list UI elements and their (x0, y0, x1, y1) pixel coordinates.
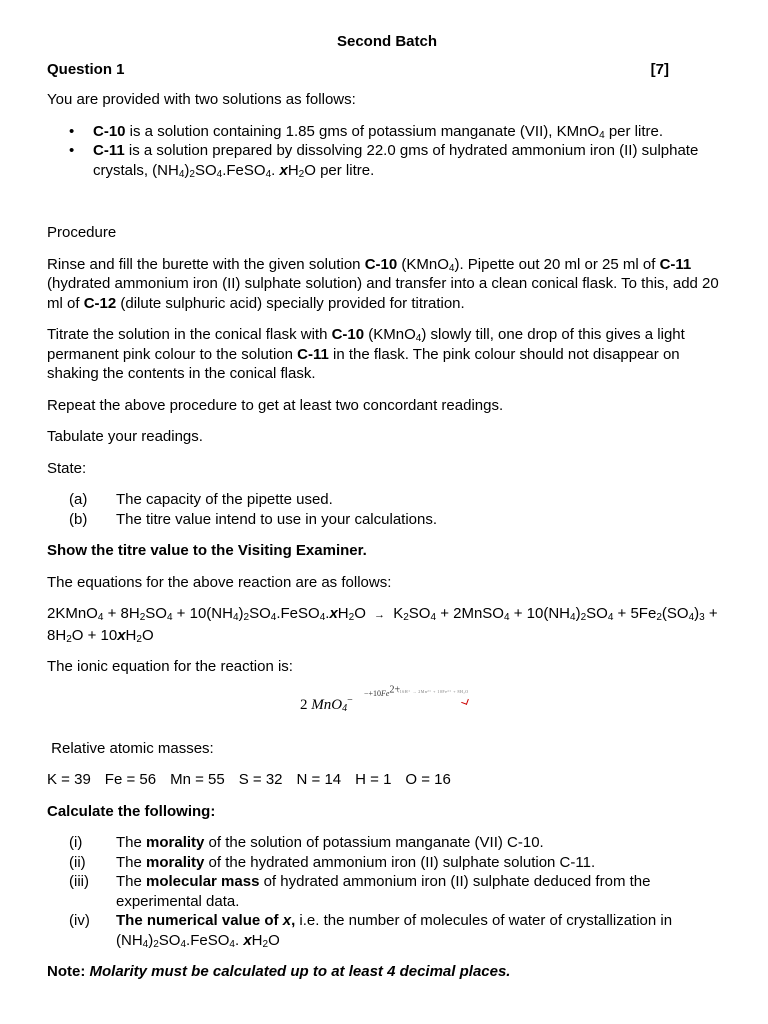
solution-code: C-10 (93, 122, 126, 140)
relative-masses-label: Relative atomic masses: (51, 739, 214, 757)
list-item: (i) The morality of the solution of potassium manganate (VII) C-10. (69, 834, 544, 851)
list-item: (ii) The morality of the hydrated ammonium iron (II) sulphate solution C-11. (69, 853, 596, 871)
relative-masses-values: K = 39 Fe = 56 Mn = 55 S = 32 N = 14 H = 1 O = 16 (47, 771, 451, 788)
solution-item-c11 (47, 141, 727, 180)
state-label: State: (47, 459, 87, 477)
list-item: (a) The capacity of the pipette used. (69, 491, 333, 508)
solution-item-c10: • C-10 is a solution containing 1.85 gms of potassium manganate (VII), KMnO$_4$ per litre. (69, 122, 664, 141)
bullet-icon: • (69, 122, 75, 140)
reaction-equation: 2KMnO$_4$ + $8H_2SO_4$ + $10(NH_4)_2SO_4.FeSO_4.xH_2O \to K_2SO_4$ + 2MnSO$_4$ + $10(NH_4)_2SO_4 + 5Fe_2(SO_4)_3 + 8H_2O + 10xH_2O$ (47, 605, 718, 645)
question-marks: [7] (650, 61, 669, 78)
procedure-paragraph-2: Titrate the solution in the conical flask with C-10 (KMnO$_4$) slowly till, one drop of this gives a light permanent pink colour to the solution C-11 in the flask. The pink colour should not disappear on shaking the contents in the conical flask. (47, 326, 685, 382)
ionic-intro: The ionic equation for the reaction is: (47, 658, 293, 675)
procedure-paragraph-1: Rinse and fill the burette with the given solution C-10 (KMnO$_4$). Pipette out 20 ml or 25 ml of C-11 (hydrated ammonium iron (II) sulphate solution) and transfer into a clean conical flask. To this, add 20 ml of C-12 (dilute sulphuric acid) specially provided for titration. (47, 255, 719, 312)
show-titre-instruction: Show the titre value to the Visiting Examiner. (47, 542, 367, 559)
procedure-heading: Procedure (47, 224, 117, 241)
question-header (47, 61, 727, 78)
list-item: (iii) The molecular mass of hydrated ammonium iron (II) sulphate deduced from the experimental data. (69, 873, 651, 910)
ionic-equation: 2 MnO$_4$− $-+10Fe^{2+}$ +16H⁺ → 2Mn²⁺ + 10Fe³⁺ + 8H₂O (300, 683, 469, 714)
state-list (47, 490, 727, 529)
page-title: Second Batch (336, 33, 438, 50)
note: Note: Molarity must be calculated up to at least 4 decimal places. (47, 963, 511, 980)
solutions-list (47, 122, 727, 181)
question-label: Question 1 (47, 61, 125, 78)
solution-code: C-11 (93, 142, 125, 159)
list-item: (iv) The numerical value of x, i.e. the number of molecules of water of crystallization in $(NH_4)_2SO_4.FeSO_4$. $xH_2O$ (69, 912, 673, 950)
procedure-paragraph-3: Repeat the above procedure to get at least two concordant readings. (47, 396, 504, 414)
red-mark-icon (461, 697, 469, 705)
list-item: (b) The titre value intend to use in your calculations. (69, 510, 438, 528)
equations-intro: The equations for the above reaction are as follows: (47, 573, 392, 591)
calculate-list (47, 833, 727, 950)
calculate-heading: Calculate the following: (47, 802, 216, 820)
intro-text: You are provided with two solutions as follows: (47, 91, 356, 108)
bullet-icon: • (69, 142, 75, 159)
solution-c11-text: is a solution prepared by dissolving 22.0 gms of hydrated ammonium iron (II) sulphate crystals, $(NH_4)_2SO_4.FeSO_4$. $xH_2O$ per litre. (93, 142, 699, 180)
procedure-paragraph-4: Tabulate your readings. (47, 428, 203, 445)
page-content (47, 33, 727, 994)
